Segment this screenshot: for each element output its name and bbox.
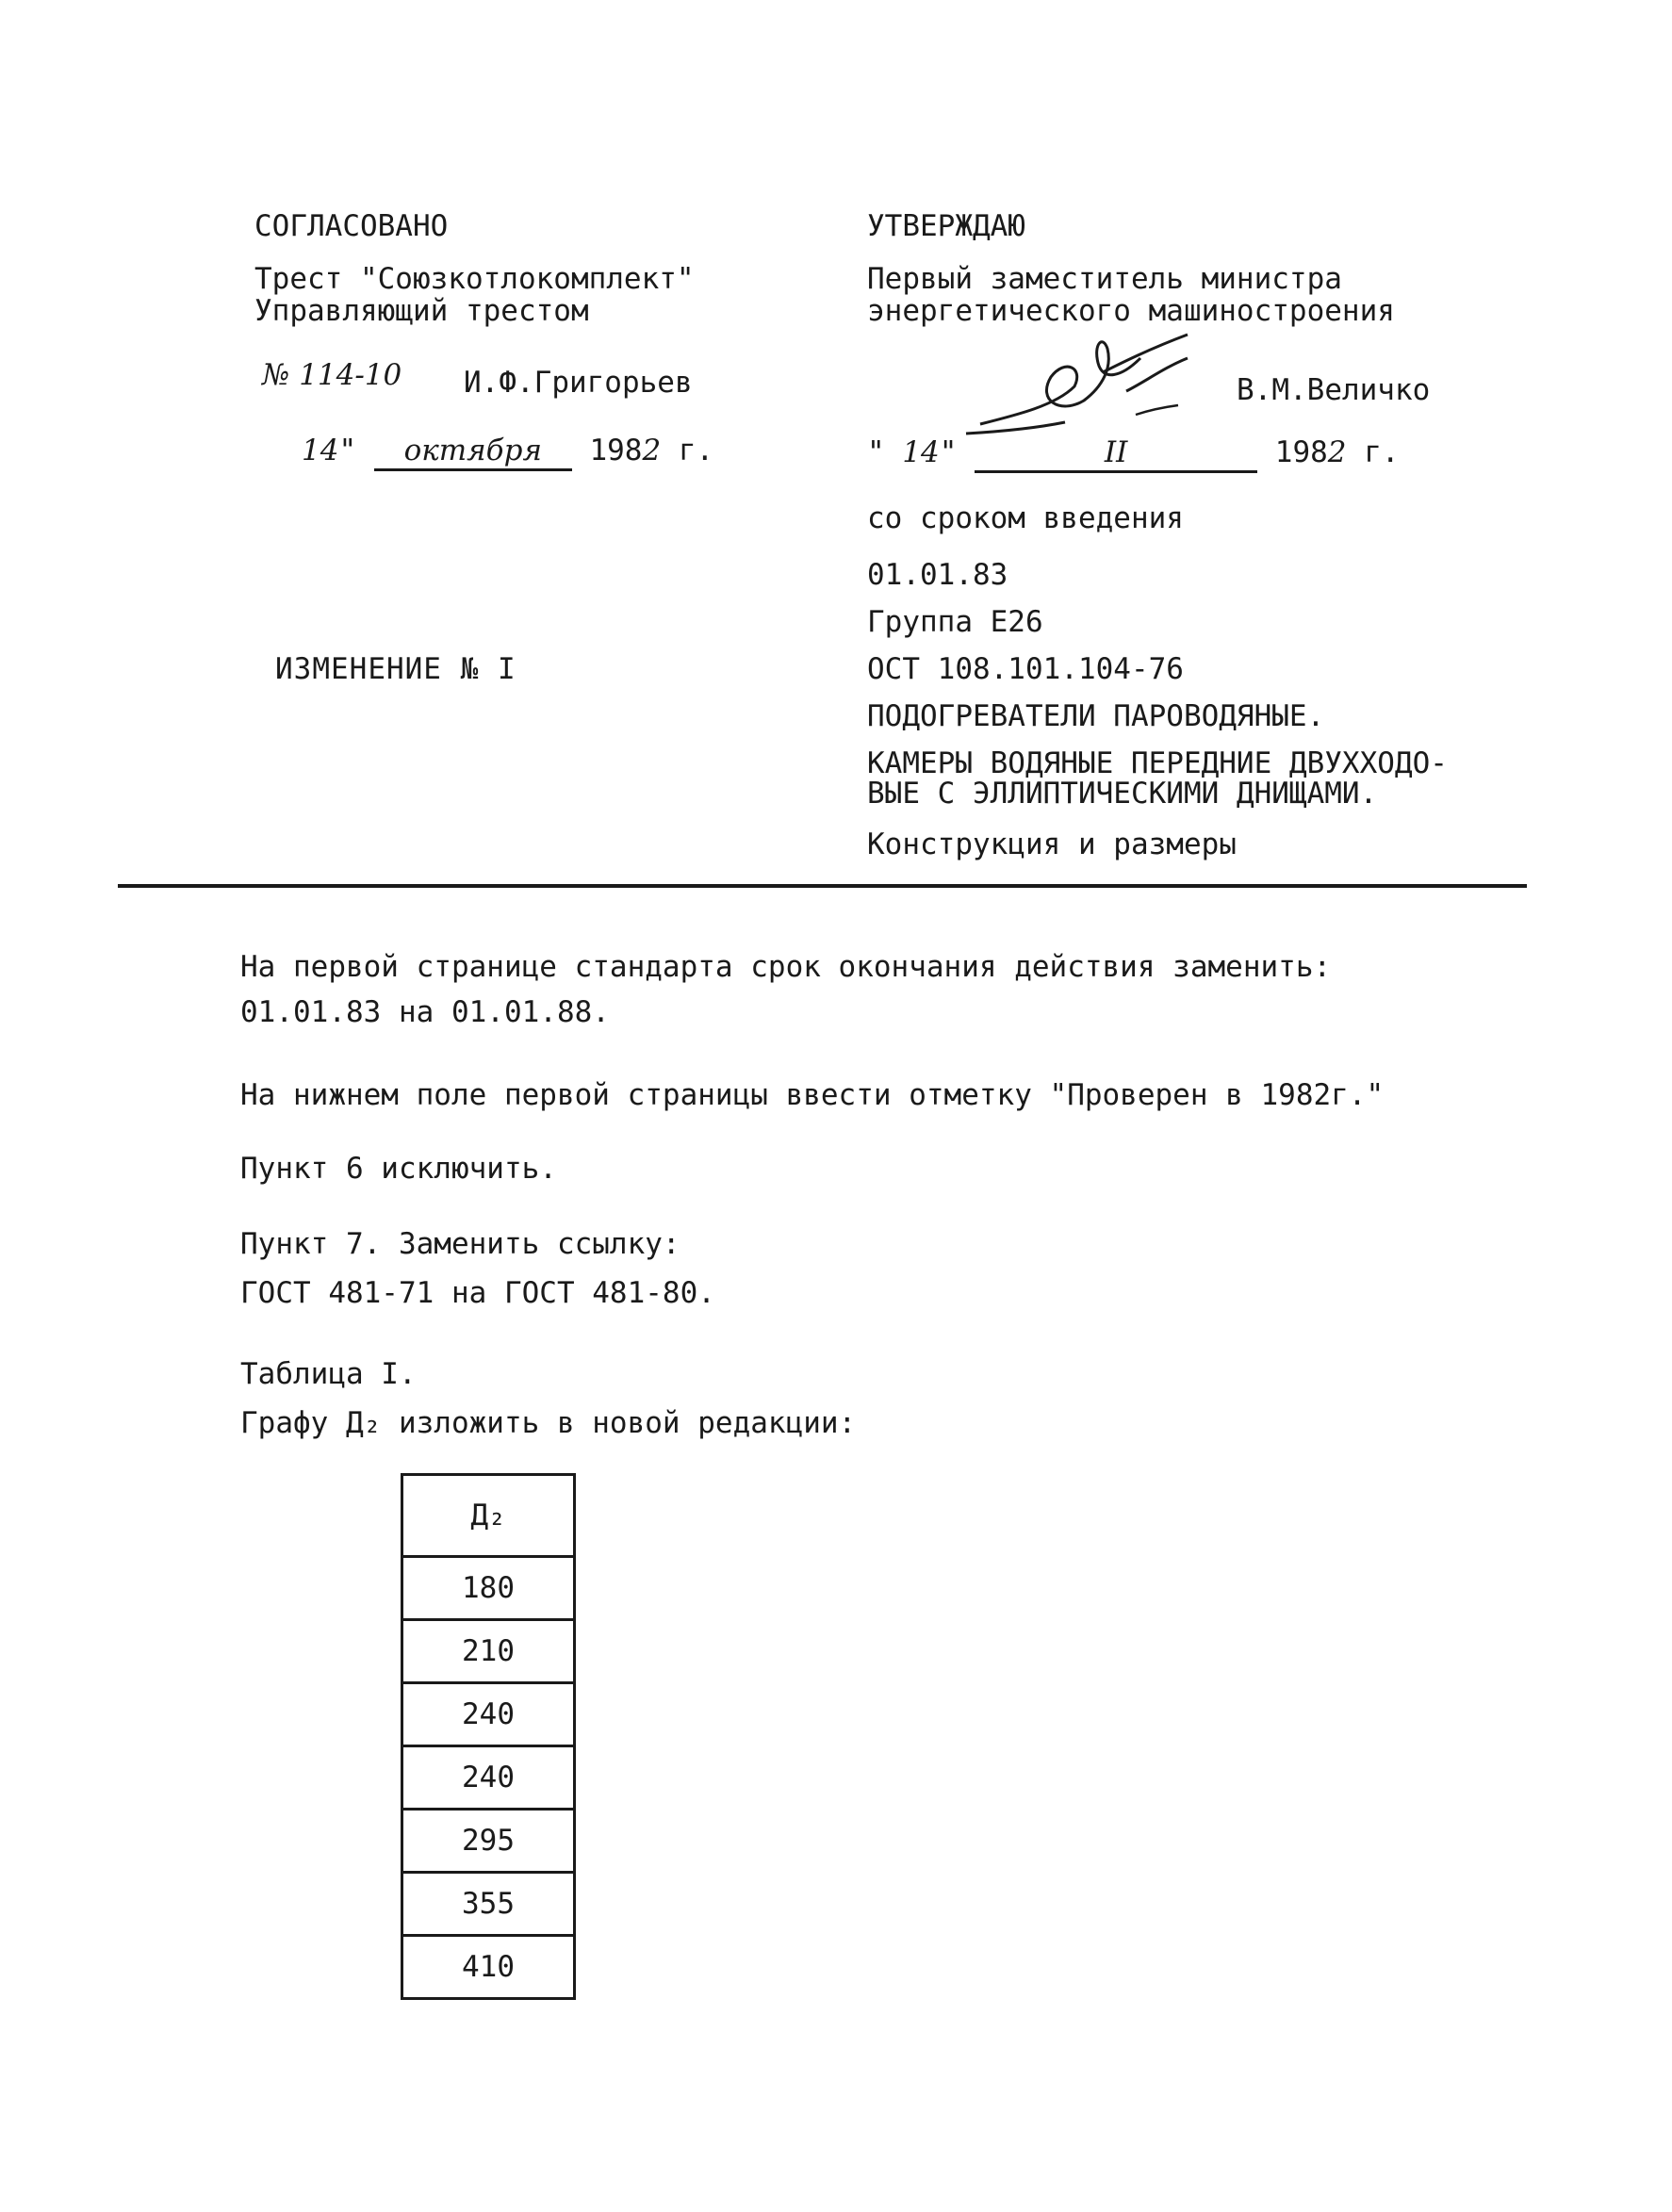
approved-signatory: В.М.Величко xyxy=(1237,373,1431,407)
table-row: 210 xyxy=(402,1620,575,1683)
table-row: 240 xyxy=(402,1746,575,1810)
agreed-position: Управляющий трестом xyxy=(254,294,589,328)
d2-table-header: Д₂ xyxy=(402,1475,575,1557)
approved-heading: УТВЕРЖДАЮ xyxy=(867,209,1025,243)
approved-position-line1: Первый заместитель министра xyxy=(867,262,1342,296)
standard-title-2a: КАМЕРЫ ВОДЯНЫЕ ПЕРЕДНИЕ ДВУХХОДО- xyxy=(867,746,1448,780)
agreed-date: 14" октября 1982 г. xyxy=(302,434,713,471)
paragraph-5-line1: Таблица I. xyxy=(240,1357,417,1391)
agreed-signatory: И.Ф.Григорьев xyxy=(464,366,693,400)
table-row: 295 xyxy=(402,1810,575,1873)
standard-title-1: ПОДОГРЕВАТЕЛИ ПАРОВОДЯНЫЕ. xyxy=(867,699,1325,733)
agreed-date-year: 1982 xyxy=(589,434,662,467)
table-row: 355 xyxy=(402,1873,575,1936)
approved-date-year: 1982 xyxy=(1274,435,1347,469)
paragraph-4-line1: Пункт 7. Заменить ссылку: xyxy=(240,1227,680,1261)
approved-date-day: 14 xyxy=(902,435,940,469)
table-row: 410 xyxy=(402,1936,575,1999)
paragraph-3: Пункт 6 исключить. xyxy=(240,1152,557,1186)
d2-table xyxy=(401,1473,576,2000)
agreed-year-unit: г. xyxy=(678,434,714,467)
agreed-organization: Трест "Союзкотлокомплект" xyxy=(254,262,695,296)
standard-title-3: Конструкция и размеры xyxy=(867,827,1237,861)
handwritten-signature xyxy=(961,311,1206,443)
paragraph-5-line2: Графу Д₂ изложить в новой редакции: xyxy=(240,1406,857,1440)
approved-year-unit: г. xyxy=(1364,435,1400,469)
section-divider xyxy=(118,884,1527,888)
table-row: 180 xyxy=(402,1557,575,1620)
paragraph-1-line1: На первой странице стандарта срок окончания действия заменить: xyxy=(240,950,1332,984)
effective-date: 01.01.83 xyxy=(867,558,1008,592)
approved-date: " 14" II 1982 г. xyxy=(867,435,1400,473)
agreed-date-day: 14 xyxy=(302,434,339,467)
agreed-heading: СОГЛАСОВАНО xyxy=(254,209,449,243)
agreed-date-month: октября xyxy=(374,434,572,471)
change-label: ИЗМЕНЕНИЕ № I xyxy=(275,652,516,686)
standard-group: Группа Е26 xyxy=(867,605,1043,639)
paragraph-4-line2: ГОСТ 481-71 на ГОСТ 481-80. xyxy=(240,1276,715,1310)
approved-position-line2: энергетического машиностроения xyxy=(867,294,1395,328)
standard-number: ОСТ 108.101.104-76 xyxy=(867,652,1184,686)
agreed-number: № 114-10 xyxy=(262,358,402,392)
table-row: 240 xyxy=(402,1683,575,1746)
paragraph-1-line2: 01.01.83 на 01.01.88. xyxy=(240,995,610,1029)
approved-date-month: II xyxy=(975,435,1257,473)
standard-title-2b: ВЫЕ С ЭЛЛИПТИЧЕСКИМИ ДНИЩАМИ. xyxy=(867,777,1378,811)
effective-label: со сроком введения xyxy=(867,501,1184,535)
paragraph-2: На нижнем поле первой страницы ввести отметку "Проверен в 1982г." xyxy=(240,1078,1385,1112)
